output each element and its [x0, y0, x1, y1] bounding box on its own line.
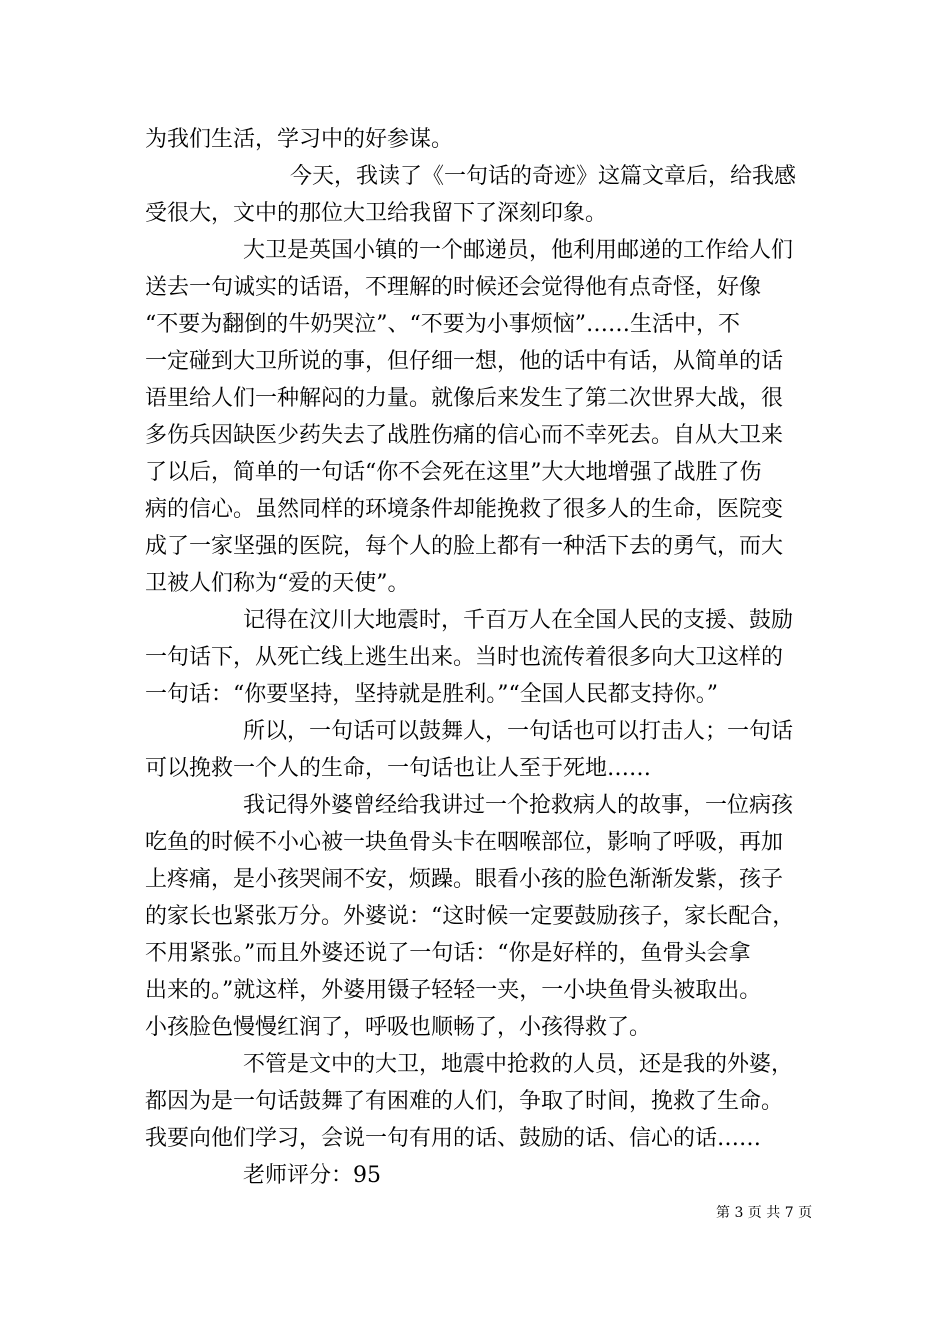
text-line: 今天，我读了《一句话的奇迹》这篇文章后，给我感 [290, 164, 797, 189]
text-line: 的家长也紧张万分。外婆说：“这时候一定要鼓励孩子，家长配合， [145, 904, 795, 929]
text-line: 我要向他们学习，会说一句有用的话、鼓励的话、信心的话…… [145, 1126, 762, 1151]
text-line: 语里给人们一种解闷的力量。就像后来发生了第二次世界大战，很 [145, 386, 784, 411]
text-line: 成了一家坚强的医院，每个人的脸上都有一种活下去的勇气，而大 [145, 534, 784, 559]
text-line: 我记得外婆曾经给我讲过一个抢救病人的故事，一位病孩 [243, 793, 794, 818]
text-line: 出来的。”就这样，外婆用镊子轻轻一夹，一小块鱼骨头被取出。 [145, 978, 762, 1003]
text-line: 不管是文中的大卫，地震中抢救的人员，还是我的外婆， [243, 1052, 794, 1077]
text-line: 受很大，文中的那位大卫给我留下了深刻印象。 [145, 201, 608, 226]
text-line: “不要为翻倒的牛奶哭泣”、“不要为小事烦恼”……生活中，不 [145, 312, 740, 337]
text-line: 一句话：“你要坚持，坚持就是胜利。”“全国人民都支持你。” [145, 682, 718, 707]
text-line: 一定碰到大卫所说的事，但仔细一想，他的话中有话，从简单的话 [145, 349, 784, 374]
text-line: 为我们生活，学习中的好参谋。 [145, 127, 454, 152]
text-line: 上疼痛，是小孩哭闹不安，烦躁。眼看小孩的脸色渐渐发紫，孩子 [145, 867, 784, 892]
text-line: 所以，一句话可以鼓舞人，一句话也可以打击人；一句话 [243, 719, 794, 744]
text-line: 多伤兵因缺医少药失去了战胜伤痛的信心而不幸死去。自从大卫来 [145, 423, 784, 448]
text-line: 吃鱼的时候不小心被一块鱼骨头卡在咽喉部位，影响了呼吸，再加 [145, 830, 784, 855]
text-line: 可以挽救一个人的生命，一句话也让人至于死地…… [145, 756, 652, 781]
text-line: 病的信心。虽然同样的环境条件却能挽救了很多人的生命，医院变 [145, 497, 784, 522]
text-line: 送去一句诚实的话语，不理解的时候还会觉得他有点奇怪，好像 [145, 275, 762, 300]
text-line: 大卫是英国小镇的一个邮递员，他利用邮递的工作给人们 [243, 238, 794, 263]
text-line: 小孩脸色慢慢红润了，呼吸也顺畅了，小孩得救了。 [145, 1015, 652, 1040]
text-line: 了以后，简单的一句话“你不会死在这里”大大地增强了战胜了伤 [145, 460, 762, 485]
text-line: 卫被人们称为“爱的天使”。 [145, 571, 410, 596]
text-line: 不用紧张。”而且外婆还说了一句话：“你是好样的，鱼骨头会拿 [145, 941, 751, 966]
page-number: 第 3 页 共 7 页 [716, 1205, 813, 1221]
teacher-score: 老师评分：95 [243, 1163, 381, 1188]
text-line: 一句话下，从死亡线上逃生出来。当时也流传着很多向大卫这样的 [145, 645, 784, 670]
text-line: 都因为是一句话鼓舞了有困难的人们，争取了时间，挽救了生命。 [145, 1089, 784, 1114]
text-line: 记得在汶川大地震时，千百万人在全国人民的支援、鼓励 [243, 608, 794, 633]
